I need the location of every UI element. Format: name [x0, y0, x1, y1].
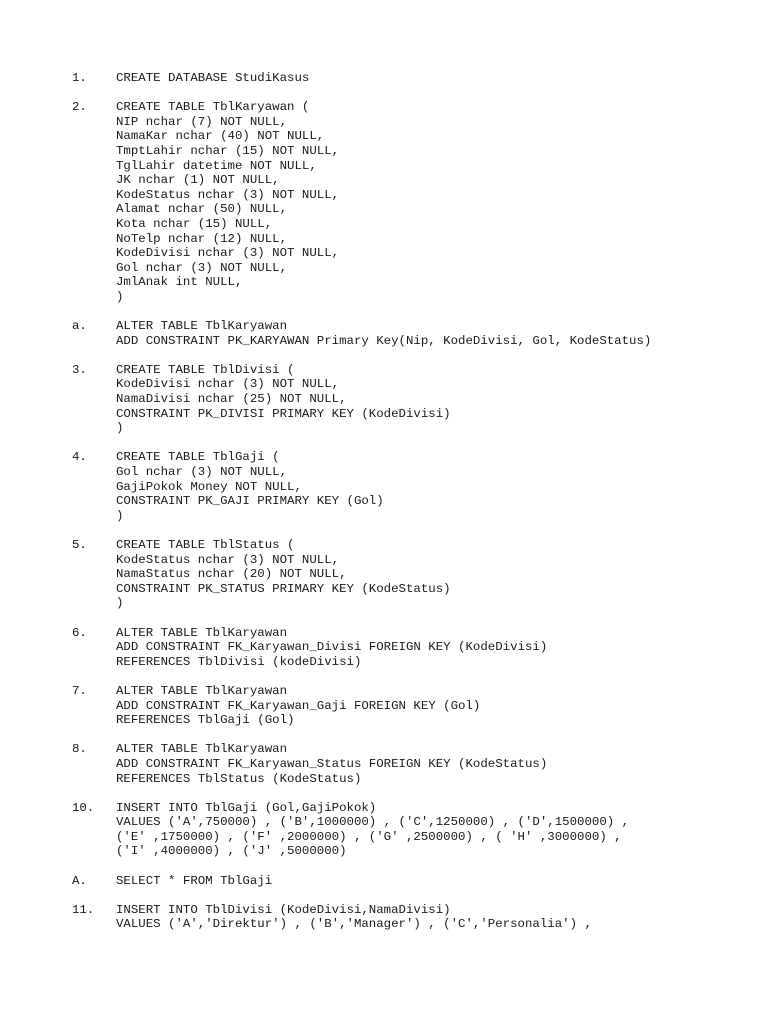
code-line: KodeDivisi nchar (3) NOT NULL, [116, 377, 340, 392]
code-line: CREATE TABLE TblDivisi ( [116, 362, 295, 377]
sql-statement [116, 319, 752, 348]
item-number: 3. [72, 362, 87, 377]
code-line: CONSTRAINT PK_GAJI PRIMARY KEY (Gol) [116, 494, 384, 509]
code-line: NamaKar nchar (40) NOT NULL, [116, 129, 325, 144]
code-line: REFERENCES TblGaji (Gol) [116, 713, 295, 728]
code-line: REFERENCES TblDivisi (kodeDivisi) [116, 654, 362, 669]
sql-statement [116, 71, 752, 86]
code-line: NamaStatus nchar (20) NOT NULL, [116, 567, 347, 582]
code-line: KodeStatus nchar (3) NOT NULL, [116, 552, 340, 567]
code-line: KodeStatus nchar (3) NOT NULL, [116, 187, 340, 202]
code-line: JK nchar (1) NOT NULL, [116, 173, 280, 188]
code-line: CONSTRAINT PK_STATUS PRIMARY KEY (KodeStatus) [116, 581, 451, 596]
code-line: VALUES ('A','Direktur') , ('B','Manager') , ('C','Personalia') , [116, 917, 592, 932]
sql-statement [116, 626, 752, 670]
code-line: TglLahir datetime NOT NULL, [116, 158, 317, 173]
sql-statement [116, 903, 752, 932]
sql-statement [116, 801, 752, 859]
list-item [72, 903, 752, 932]
sql-statement [116, 100, 752, 304]
code-line: Kota nchar (15) NULL, [116, 216, 273, 231]
code-line: Gol nchar (3) NOT NULL, [116, 260, 288, 275]
item-number: 10. [72, 800, 95, 815]
list-item [72, 71, 752, 86]
code-line: ALTER TABLE TblKaryawan [116, 625, 288, 640]
sql-statement [116, 538, 752, 611]
code-line: Alamat nchar (50) NULL, [116, 202, 288, 217]
list-item [72, 874, 752, 889]
item-number: 1. [72, 71, 87, 85]
code-line: ADD CONSTRAINT PK_KARYAWAN Primary Key(Nip, KodeDivisi, Gol, KodeStatus) [116, 333, 652, 348]
code-line: CREATE TABLE TblGaji ( [116, 450, 280, 465]
list-item [72, 319, 752, 348]
code-line: ALTER TABLE TblKaryawan [116, 319, 288, 334]
list-item [72, 684, 752, 728]
code-line: VALUES ('A',750000) , ('B',1000000) , ('C',1250000) , ('D',1500000) , [116, 815, 630, 830]
code-line: ) [116, 508, 124, 523]
sql-statement [116, 874, 752, 889]
item-number: 8. [72, 742, 87, 757]
code-line: ADD CONSTRAINT FK_Karyawan_Divisi FOREIGN KEY (KodeDivisi) [116, 640, 548, 655]
code-line: GajiPokok Money NOT NULL, [116, 479, 302, 494]
sql-statement [116, 363, 752, 436]
code-line: INSERT INTO TblDivisi (KodeDivisi,NamaDivisi) [116, 902, 451, 917]
item-number: 5. [72, 538, 87, 552]
code-line: ADD CONSTRAINT FK_Karyawan_Gaji FOREIGN KEY (Gol) [116, 698, 481, 713]
code-line: Gol nchar (3) NOT NULL, [116, 465, 288, 480]
item-number: a. [72, 319, 87, 334]
code-line: ) [116, 596, 124, 611]
code-line: CONSTRAINT PK_DIVISI PRIMARY KEY (KodeDivisi) [116, 406, 451, 421]
sql-document [72, 71, 752, 947]
code-line: ALTER TABLE TblKaryawan [116, 683, 288, 698]
code-line: CREATE TABLE TblStatus ( [116, 538, 295, 552]
code-line: ) [116, 289, 124, 304]
sql-statement [116, 742, 752, 786]
code-line: CREATE DATABASE StudiKasus [116, 71, 310, 85]
item-number: 11. [72, 902, 95, 917]
list-item [72, 742, 752, 786]
code-line: ('E' ,1750000) , ('F' ,2000000) , ('G' ,2500000) , ( 'H' ,3000000) , [116, 829, 622, 844]
item-number: 2. [72, 100, 87, 115]
list-item [72, 626, 752, 670]
item-number: 4. [72, 450, 87, 465]
sql-statement [116, 684, 752, 728]
code-line: SELECT * FROM TblGaji [116, 873, 273, 888]
list-item [72, 538, 752, 611]
code-line: NIP nchar (7) NOT NULL, [116, 114, 288, 129]
code-line: CREATE TABLE TblKaryawan ( [116, 100, 310, 115]
list-item [72, 100, 752, 304]
code-line: NoTelp nchar (12) NULL, [116, 231, 288, 246]
sql-statement [116, 450, 752, 523]
code-line: ('I' ,4000000) , ('J' ,5000000) [116, 844, 347, 859]
code-line: TmptLahir nchar (15) NOT NULL, [116, 143, 340, 158]
code-line: INSERT INTO TblGaji (Gol,GajiPokok) [116, 800, 377, 815]
code-line: ALTER TABLE TblKaryawan [116, 742, 288, 757]
list-item [72, 801, 752, 859]
code-line: JmlAnak int NULL, [116, 275, 243, 290]
code-line: ADD CONSTRAINT FK_Karyawan_Status FOREIGN KEY (KodeStatus) [116, 756, 548, 771]
list-item [72, 450, 752, 523]
list-item [72, 363, 752, 436]
code-line: ) [116, 421, 124, 436]
code-line: REFERENCES TblStatus (KodeStatus) [116, 771, 362, 786]
item-number: A. [72, 873, 87, 888]
item-number: 6. [72, 625, 87, 640]
code-line: NamaDivisi nchar (25) NOT NULL, [116, 392, 347, 407]
item-number: 7. [72, 683, 87, 698]
code-line: KodeDivisi nchar (3) NOT NULL, [116, 246, 340, 261]
